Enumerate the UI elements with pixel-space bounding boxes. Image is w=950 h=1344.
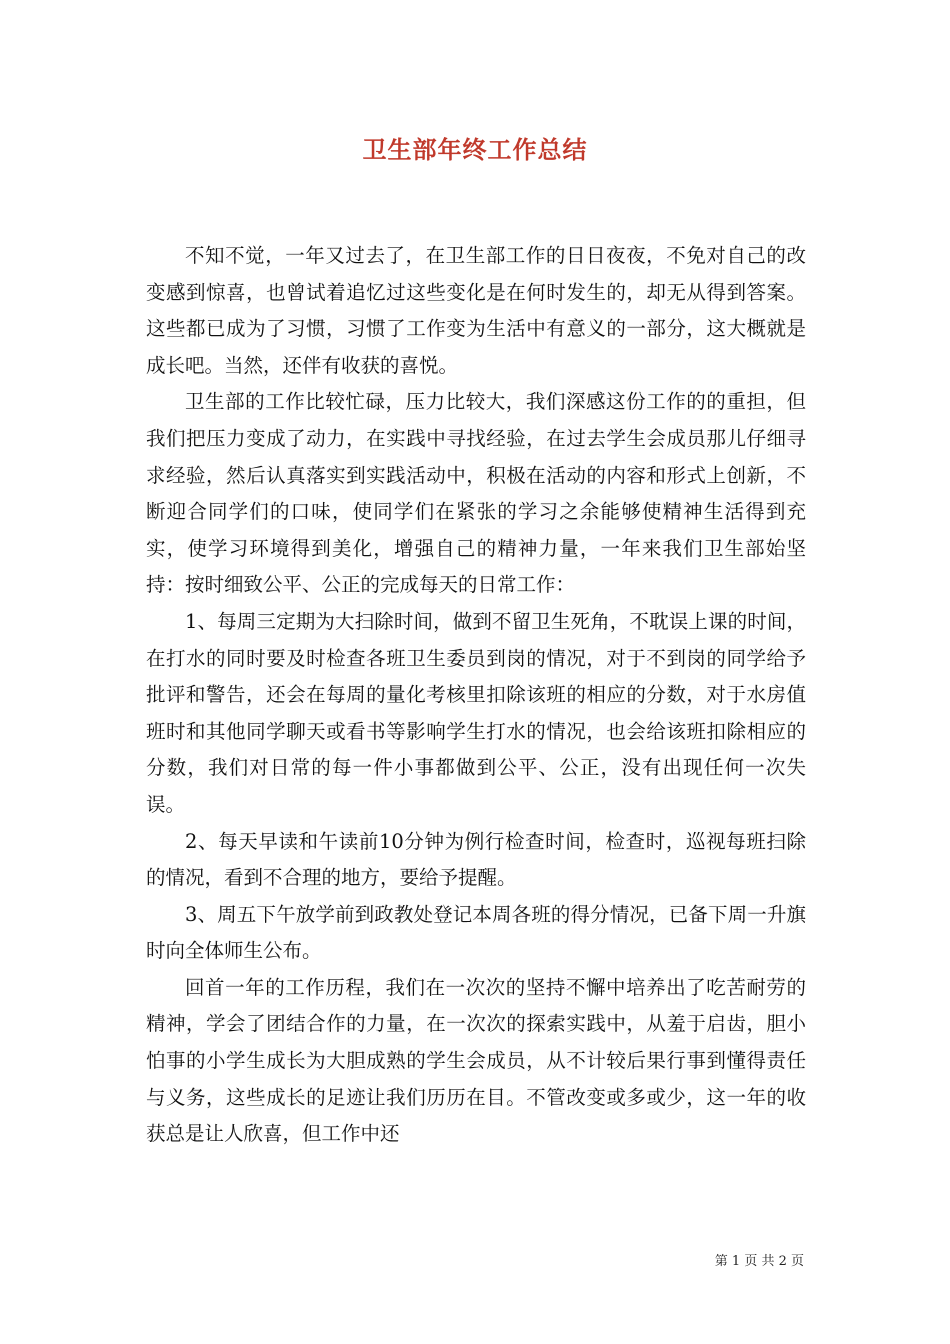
paragraph-work-overview: 卫生部的工作比较忙碌，压力比较大，我们深感这份工作的的重担，但我们把压力变成了动力，在实践中寻找经验，在过去学生会成员那儿仔细寻求经验，然后认真落实到实践活动中，积极在活动的内容和形式上创新，不断迎合同学们的口味，使同学们在紧张的学习之余能够使精神生活得到充实，使学习环境得到美化，增强自己的精神力量，一年来我们卫生部始坚持：按时细致公平、公正的完成每天的日常工作： xyxy=(146,390,806,597)
document-body xyxy=(146,238,806,1153)
page-number-footer: 第 1 页 共 2 页 xyxy=(714,1254,804,1269)
paragraph-intro: 不知不觉，一年又过去了，在卫生部工作的日日夜夜，不免对自己的改变感到惊喜，也曾试着追忆过这些变化是在何时发生的，却无从得到答案。这些都已成为了习惯，习惯了工作变为生活中有意义的一部分，这大概就是成长吧。当然，还伴有收获的喜悦。 xyxy=(146,244,806,377)
paragraph-item-1: 1、每周三定期为大扫除时间，做到不留卫生死角，不耽误上课的时间，在打水的同时要及时检查各班卫生委员到岗的情况，对于不到岗的同学给予批评和警告，还会在每周的量化考核里扣除该班的相应的分数，对于水房值班时和其他同学聊天或看书等影响学生打水的情况，也会给该班扣除相应的分数，我们对日常的每一件小事都做到公平、公正，没有出现任何一次失误。 xyxy=(146,609,806,816)
paragraph-item-3: 3、周五下午放学前到政教处登记本周各班的得分情况，已备下周一升旗时向全体师生公布。 xyxy=(146,902,806,963)
paragraph-review: 回首一年的工作历程，我们在一次次的坚持不懈中培养出了吃苦耐劳的精神，学会了团结合作的力量，在一次次的探索实践中，从羞于启齿，胆小怕事的小学生成长为大胆成熟的学生会成员，从不计较后果行事到懂得责任与义务，这些成长的足迹让我们历历在目。不管改变或多或少，这一年的收获总是让人欣喜，但工作中还 xyxy=(146,975,806,1146)
paragraph-item-2: 2、每天早读和午读前10分钟为例行检查时间，检查时，巡视每班扫除的情况，看到不合理的地方，要给予提醒。 xyxy=(146,829,806,890)
document-title: 卫生部年终工作总结 xyxy=(362,135,588,164)
